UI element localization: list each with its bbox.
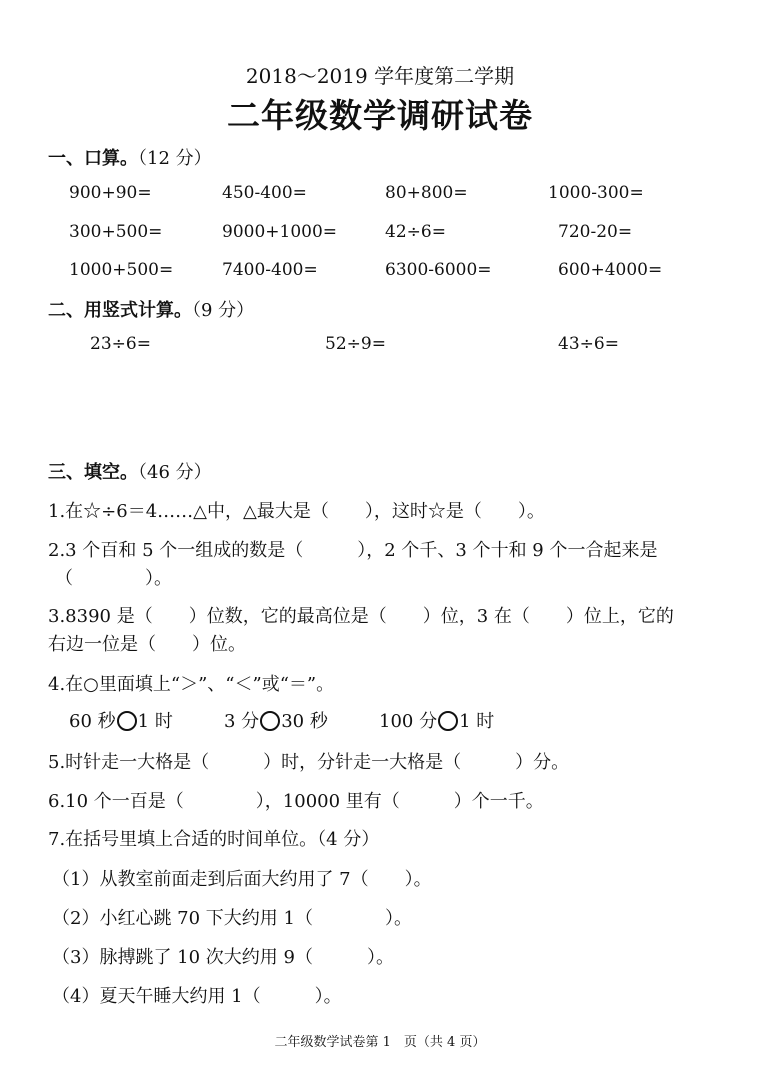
- question-7: 7.在括号里填上合适的时间单位。（4 分）: [48, 829, 380, 850]
- section1-points: （12 分）: [138, 148, 212, 169]
- calc-item: 80+800=: [385, 183, 468, 203]
- calc-item: 6300-6000=: [385, 260, 492, 280]
- question-5: 5.时针走一大格是（ ）时，分针走一大格是（ ）分。: [48, 752, 570, 773]
- question-2-line2: （ ）。: [55, 568, 172, 589]
- calc-item: 900+90=: [69, 183, 152, 203]
- compare-right: 30 秒: [281, 711, 328, 732]
- compare-right: 1 时: [459, 711, 495, 732]
- circle-blank-icon[interactable]: [117, 711, 137, 731]
- calc-item: 720-20=: [558, 222, 633, 242]
- question-2-line1: 2.3 个百和 5 个一组成的数是（ ），2 个千、3 个十和 9 个一合起来是: [48, 540, 658, 561]
- question-3-line1: 3.8390 是（ ）位数，它的最高位是（ ）位，3 在（ ）位上，它的: [48, 606, 674, 627]
- compare-left: 100 分: [379, 711, 438, 732]
- calc-item: 1000-300=: [548, 183, 644, 203]
- calc-item: 300+500=: [69, 222, 163, 242]
- compare-left: 60 秒: [69, 711, 116, 732]
- section3-title: 三、填空。: [48, 462, 138, 483]
- exam-title: 二年级数学调研试卷: [227, 96, 533, 135]
- section3-points: （46 分）: [138, 462, 212, 483]
- exam-subtitle: 2018～2019 学年度第二学期: [245, 64, 515, 88]
- calc-item: 450-400=: [222, 183, 307, 203]
- question-7-item: （2）小红心跳 70 下大约用 1（ ）。: [52, 908, 412, 929]
- compare-item: [69, 707, 173, 733]
- section2-points: （9 分）: [192, 300, 255, 321]
- calc-item: 9000+1000=: [222, 222, 338, 242]
- section1-title: 一、口算。: [48, 148, 138, 169]
- question-7-item: （3）脉搏跳了 10 次大约用 9（ ）。: [52, 947, 394, 968]
- section2-title: 二、用竖式计算。: [48, 300, 192, 321]
- section3-heading: [48, 458, 212, 484]
- page-footer: 二年级数学试卷第 1 页（共 4 页）: [274, 1035, 486, 1050]
- circle-blank-icon[interactable]: [438, 711, 458, 731]
- vertical-calc-item: 23÷6=: [90, 334, 151, 354]
- vertical-calc-item: 52÷9=: [325, 334, 386, 354]
- circle-blank-icon[interactable]: [260, 711, 280, 731]
- compare-item: [379, 707, 494, 733]
- question-3-line2: 右边一位是（ ）位。: [48, 634, 246, 655]
- section2-heading: [48, 296, 254, 322]
- calc-item: 1000+500=: [69, 260, 174, 280]
- question-6: 6.10 个一百是（ ），10000 里有（ ）个一千。: [48, 791, 544, 812]
- question-4: 4.在○里面填上“＞”、“＜”或“＝”。: [48, 674, 335, 695]
- question-7-item: （4）夏天午睡大约用 1（ ）。: [52, 986, 342, 1007]
- compare-left: 3 分: [224, 711, 260, 732]
- question-7-item: （1）从教室前面走到后面大约用了 7（ ）。: [52, 869, 432, 890]
- calc-item: 42÷6=: [385, 222, 446, 242]
- section1-heading: [48, 144, 212, 170]
- compare-right: 1 时: [137, 711, 173, 732]
- calc-item: 600+4000=: [558, 260, 663, 280]
- question-1: 1.在☆÷6＝4……△中，△最大是（ ），这时☆是（ ）。: [48, 501, 545, 522]
- calc-item: 7400-400=: [222, 260, 318, 280]
- vertical-calc-item: 43÷6=: [558, 334, 619, 354]
- compare-item: [224, 707, 328, 733]
